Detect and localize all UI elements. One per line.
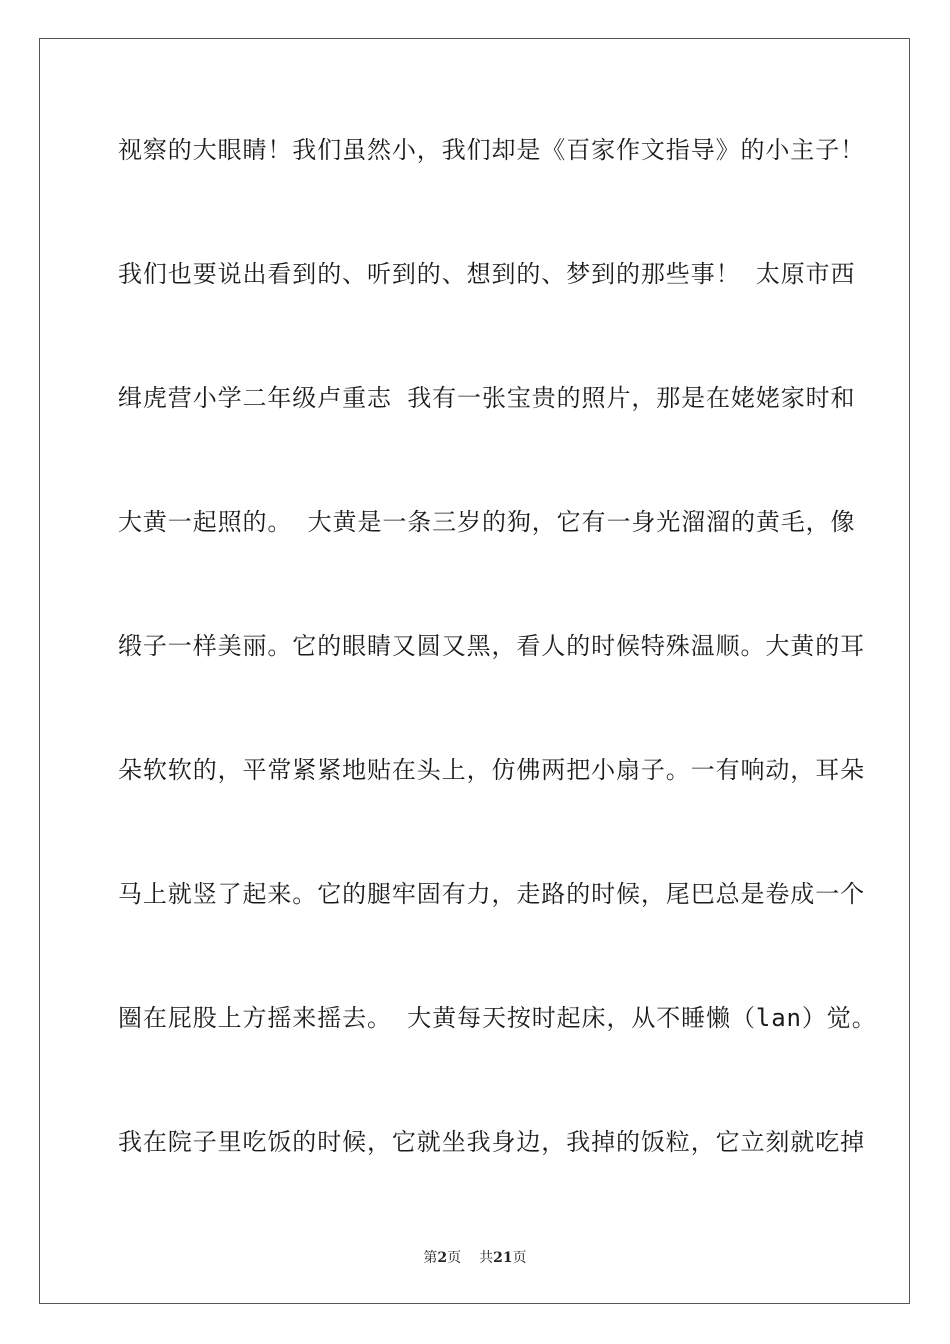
page-border xyxy=(39,38,910,1304)
total-suffix: 页 xyxy=(512,1250,527,1266)
total-pages: 21 xyxy=(493,1250,513,1266)
page-footer xyxy=(0,1247,950,1267)
text-line-7: 马上就竖了起来。它的腿牢固有力，走路的时候，尾巴总是卷成一个 xyxy=(118,880,865,908)
text-line-5: 缎子一样美丽。它的眼睛又圆又黑，看人的时候特殊温顺。大黄的耳 xyxy=(118,632,865,660)
text-line-4: 大黄一起照的。 大黄是一条三岁的狗，它有一身光溜溜的黄毛，像 xyxy=(118,508,856,536)
text-line-1: 视察的大眼睛！我们虽然小，我们却是《百家作文指导》的小主子！ xyxy=(118,136,865,164)
total-prefix: 共 xyxy=(479,1250,494,1266)
page-number: 2 xyxy=(437,1250,448,1266)
text-line-2: 我们也要说出看到的、听到的、想到的、梦到的那些事！ 太原市西 xyxy=(118,260,856,288)
text-line-9: 我在院子里吃饭的时候，它就坐我身边，我掉的饭粒，它立刻就吃掉 xyxy=(118,1128,865,1156)
page-prefix: 第 xyxy=(423,1250,438,1266)
text-line-6: 朵软软的，平常紧紧地贴在头上，仿佛两把小扇子。一有响动，耳朵 xyxy=(118,756,865,784)
text-line-3: 缉虎营小学二年级卢重志 我有一张宝贵的照片，那是在姥姥家时和 xyxy=(118,384,856,412)
page-suffix: 页 xyxy=(447,1250,462,1266)
text-line-8: 圈在屁股上方摇来摇去。 大黄每天按时起床，从不睡懒（lan）觉。 xyxy=(118,1004,877,1032)
